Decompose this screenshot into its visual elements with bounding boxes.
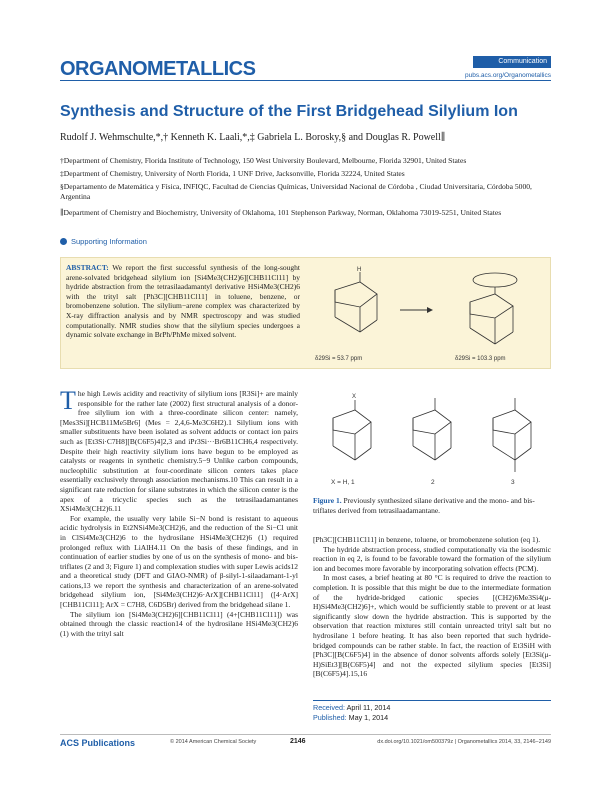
figure-label-3: 3: [511, 479, 515, 486]
acs-logo[interactable]: ACS Publications: [60, 738, 136, 748]
body-column-2: [313, 535, 551, 679]
figure-1-caption: [313, 496, 551, 515]
article-title: Synthesis and Structure of the First Bridgehead Silylium Ion: [60, 103, 518, 120]
paragraph-5: The hydride abstraction process, studied computationally via the isodesmic reaction in eq 2, is found to be favorable toward the formation of the silylium ion and becomes more favorable by incorporating solvation effects (PCM).: [313, 544, 551, 573]
journal-title: ORGANOMETALLICS: [60, 58, 256, 80]
published-label: Published:: [313, 713, 347, 722]
paragraph-2: For example, the usually very labile Si−N bond is resistant to aqueous acidic hydrolysis in Et2NSi4Me3(CH2)6, and the reduction of the Si−Cl unit in ClSi4Me3(CH2)6 to the hydrosilane HSi4Me3(CH2)6 (1) required prolonged reflux with LiAlH4.11 On the basis of these findings, and in continuation of earlier studies by one of us on the synthesis of mono- and bis-triflates (2 and 3; Figure 1) and complexation studies with super Lewis acids12 and a theoretical study (DFT and GIAO-NMR) of β-silyl-1-silaadamant-1-yl cations,13 we report the synthesis and characterization of an arene-solvated bridgehead silylium ion, [Si4Me3(CH2)6·ArX][CHB11Cl11] ([4·ArX][CHB11Cl11]; ArX = C7H8, C6D5Br) derived from the bridgehead silane 1.: [60, 513, 298, 610]
published-date: May 1, 2014: [348, 713, 389, 722]
paragraph-4: [Ph3C][CHB11Cl11] in benzene, toluene, or bromobenzene solution (eq 1).: [313, 535, 541, 544]
info-icon: [60, 238, 67, 245]
structure-1: [333, 400, 371, 460]
affiliation-2: ‡Department of Chemistry, University of North Florida, 1 UNF Drive, Jacksonville, Florida 32224, United States: [60, 169, 405, 178]
figure-1: [313, 388, 551, 488]
footer-rule: [60, 734, 551, 735]
header-rule: [60, 80, 551, 81]
adamantane-right: [470, 273, 517, 344]
affiliation-1: †Department of Chemistry, Florida Institute of Technology, 150 West University Boulevard, Melbourne, Florida 32901, United States: [60, 156, 467, 165]
paragraph-6: In most cases, a brief heating at 80 °C is required to drive the reaction to completion. It is possible that this might be due to the intermediate formation of the hydride-bridged cationic species [(CH2)6Me3Si4(μ-H)Si4Me3(CH2)6]+, which would be sufficiently stable to prevent or at least significantly slow down the hydride abstraction. This is supported by the observation that reaction mixtures still contain unreacted trityl salt but no hydrosilane 1 before heating. It has also been reported that such hydride-bridged compounds can be rather stable. In fact, the reaction of Et3SiH with [Ph3C][B(C6F5)4] in the absence of donor solvents affords solely [Et3Si(μ-H)SiEt3][B(C6F5)4] and not the expected silylium species [Et3Si][B(C6F5)4].15,16: [313, 573, 551, 679]
journal-url[interactable]: pubs.acs.org/Organometallics: [465, 72, 551, 79]
affiliation-4: ∥Department of Chemistry and Biochemistry, University of Oklahoma, 101 Stephenson Parkway, Norman, Oklahoma 73019-5251, United States: [60, 208, 502, 217]
page-number: 2146: [290, 738, 306, 745]
arrow-head: [427, 307, 433, 313]
structure-2: [413, 398, 451, 460]
figure-1-label: Figure 1.: [313, 496, 342, 505]
paragraph-1: he high Lewis acidity and reactivity of silylium ions [R3Si]+ are mainly responsible for the rather late (2002) first structural analysis of a donor-free silylium ion with a three-coordinate silicon center: namely, [Mes3Si][HCB11Me5Br6] (Mes = 2,4,6-Me3C6H2).1 Silylium ions with smaller substituents have been isolated as solvent adducts or contact ion pairs such as [Et3Si·C7H8][B(C6F5)4]2,3 and iPr3Si···Br6B11CH6,4 respectively. Despite their high reactivity silylium ions have begun to be employed as catalysts or reagents in synthetic chemistry.5−9 Unlike carbon compounds, nucleophilic substitution at four-coordinate silicon centers takes place essentially exclusively through association mechanisms.10 This can result in a significant rate reduction for silane substrates in which the silicon center is the apex of a tricyclic species such as the tetrasilaadamantanes XSi4Me3(CH2)6.11: [60, 389, 298, 514]
adamantane-left: [335, 272, 377, 332]
author-list: Rudolf J. Wehmschulte,*,† Kenneth K. Laali,*,‡ Gabriela L. Borosky,§ and Douglas R. Powell∥: [60, 132, 446, 143]
received-date: April 11, 2014: [346, 703, 391, 712]
supporting-info-link[interactable]: [60, 237, 147, 246]
paragraph-3: The silylium ion [Si4Me3(CH2)6][CHB11Cl11] (4+[CHB11Cl11]) was obtained through the classic reaction14 of the hydrosilane HSi4Me3(CH2)6 (1) with the trityl salt: [60, 609, 298, 638]
body-column-1: [60, 386, 298, 638]
figure-label-2: 2: [431, 479, 435, 486]
received-label: Received:: [313, 703, 345, 712]
dropcap: T: [60, 386, 76, 415]
figure-1-caption-text: Previously synthesized silane derivative and the mono- and bis-triflates derived from tetrasilaadamantane.: [313, 496, 535, 515]
structure-3: [493, 398, 531, 472]
dates-rule: [313, 700, 551, 701]
affiliation-3: §Departamento de Matemática y Física, INFIQC, Facultad de Ciencias Químicas, Universidad Nacional de Córdoba , Ciudad Universitaria, Córdoba 5000, Argentina: [60, 182, 532, 201]
figure-label-1: X = H, 1: [331, 479, 355, 486]
copyright: © 2014 American Chemical Society: [170, 739, 257, 745]
nmr-right: δ29Si = 103.3 ppm: [455, 356, 506, 362]
svg-text:X: X: [352, 394, 357, 400]
nmr-left: δ29Si = 53.7 ppm: [315, 356, 363, 362]
supporting-info-label: Supporting Information: [71, 237, 147, 246]
abstract-text: We report the first successful synthesis of the long-sought arene-solvated bridgehead silylium ion [Si4Me3(CH2)6][CHB11Cl11] by hydride abstraction from the tetrasilaadamantyl derivative HSi4Me3(CH2)6 with the trityl salt [Ph3C][CHB11Cl11] in toluene, benzene, or bromobenzene solution. The silylium−arene complex was characterized by X-ray diffraction analysis and by NMR spectroscopy and was studied computationally. NMR studies show that the silylium species undergoes a dynamic solvate exchange in BrPh/PhMe mixed solvent.: [66, 263, 300, 340]
publication-dates: [313, 703, 390, 723]
toc-graphic: [305, 262, 547, 366]
abstract-label: ABSTRACT:: [66, 263, 109, 272]
svg-text:H: H: [357, 267, 362, 273]
abstract: [66, 263, 300, 340]
doi-citation[interactable]: dx.doi.org/10.1021/om500379z | Organometallics 2014, 33, 2146−2149: [377, 739, 551, 745]
section-badge: Communication: [473, 56, 551, 68]
